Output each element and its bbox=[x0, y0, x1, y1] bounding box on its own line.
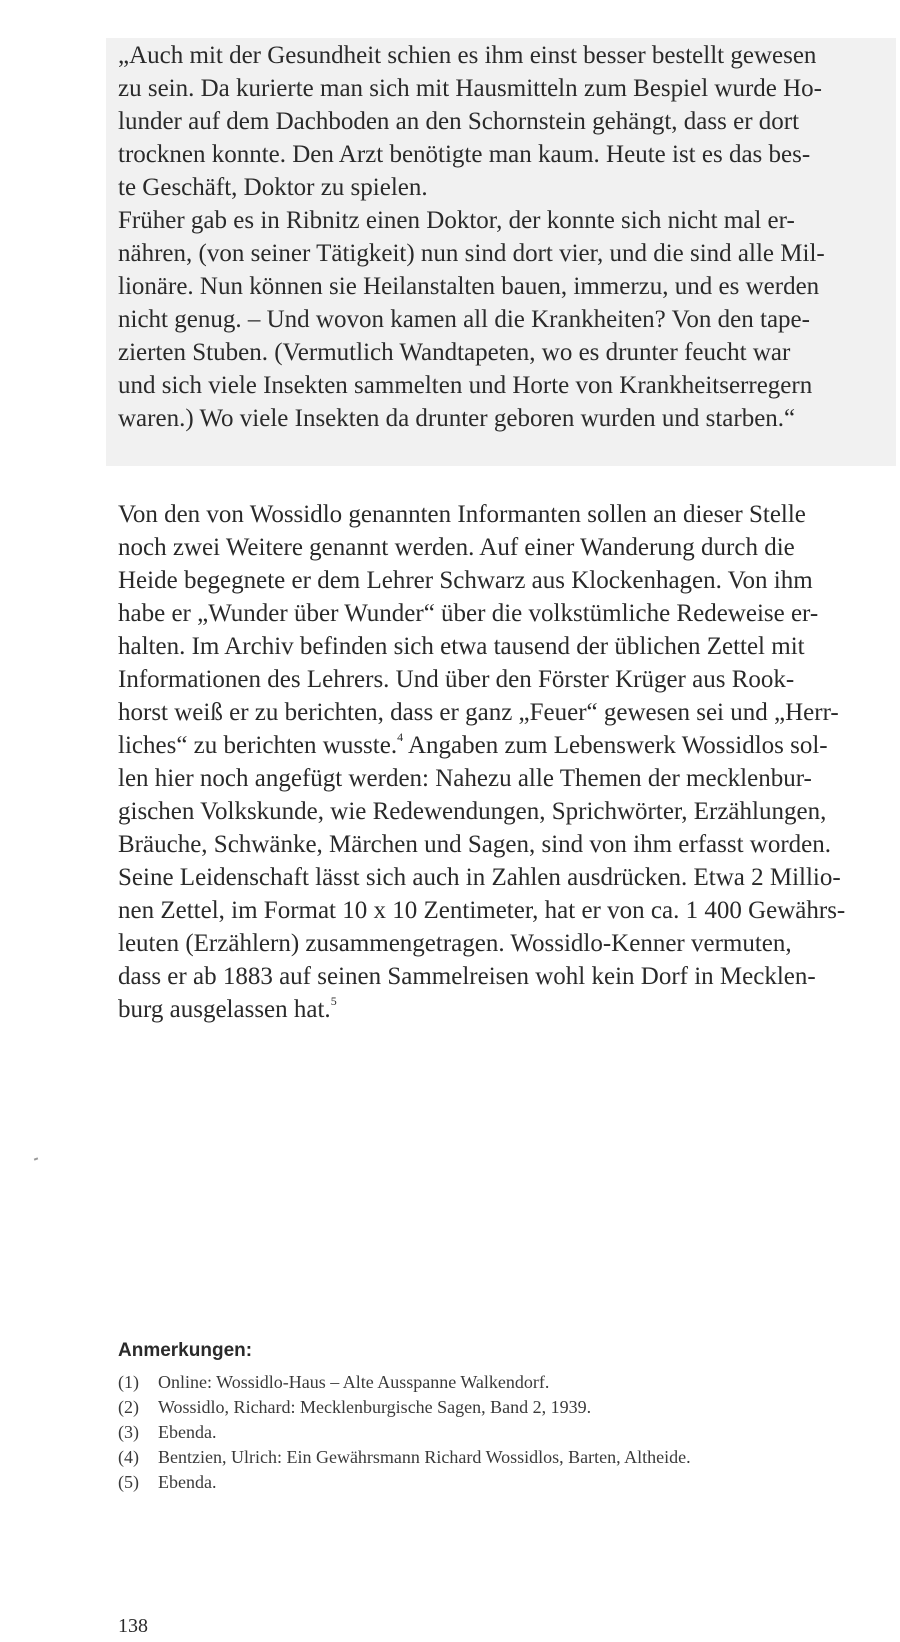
quote-line: zu sein. Da kurierte man sich mit Hausmitteln zum Bespiel wurde Ho- bbox=[118, 75, 822, 102]
quote-line: lunder auf dem Dachboden an den Schornstein gehängt, dass er dort bbox=[118, 108, 800, 135]
scan-speck bbox=[34, 1157, 38, 1160]
quote-line: lionäre. Nun können sie Heilanstalten bauen, immerzu, und es werden bbox=[118, 273, 820, 300]
note-text: Online: Wossidlo-Haus – Alte Ausspanne Walkendorf. bbox=[158, 1372, 550, 1392]
note-item bbox=[118, 1422, 216, 1443]
quote-line: und sich viele Insekten sammelten und Horte von Krankheitserregern bbox=[118, 372, 813, 399]
body-line: noch zwei Weitere genannt werden. Auf einer Wanderung durch die bbox=[118, 534, 795, 561]
note-number: (3) bbox=[118, 1422, 139, 1442]
quote-line: nähren, (von seiner Tätigkeit) nun sind dort vier, und die sind alle Mil- bbox=[118, 240, 825, 267]
quote-line: waren.) Wo viele Insekten da drunter geboren wurden und starben.“ bbox=[118, 405, 796, 432]
body-line: Heide begegnete er dem Lehrer Schwarz aus Klockenhagen. Von ihm bbox=[118, 567, 813, 594]
body-line: Bräuche, Schwänke, Märchen und Sagen, sind von ihm erfasst worden. bbox=[118, 831, 832, 858]
body-line-part: Angaben zum Lebenswerk Wossidlos sol- bbox=[407, 732, 828, 759]
quote-line: trocknen konnte. Den Arzt benötigte man kaum. Heute ist es das bes- bbox=[118, 141, 811, 168]
note-number: (5) bbox=[118, 1472, 139, 1492]
note-item bbox=[118, 1397, 591, 1418]
quote-line: nicht genug. – Und wovon kamen all die Krankheiten? Von den tape- bbox=[118, 306, 810, 333]
note-number: (4) bbox=[118, 1447, 139, 1467]
body-line: Von den von Wossidlo genannten Informanten sollen an dieser Stelle bbox=[118, 501, 806, 528]
body-line: gischen Volkskunde, wie Redewendungen, Sprichwörter, Erzählungen, bbox=[118, 798, 827, 825]
quote-line: zierten Stuben. (Vermutlich Wandtapeten, wo es drunter feucht war bbox=[118, 339, 791, 366]
note-number: (2) bbox=[118, 1397, 139, 1417]
body-line: nen Zettel, im Format 10 x 10 Zentimeter, hat er von ca. 1 400 Gewährs- bbox=[118, 897, 846, 924]
body-line: Seine Leidenschaft lässt sich auch in Zahlen ausdrücken. Etwa 2 Millio- bbox=[118, 864, 841, 891]
footnote-ref-5: 5 bbox=[330, 994, 337, 1008]
notes-heading: Anmerkungen: bbox=[118, 1340, 253, 1361]
page-number: 138 bbox=[118, 1615, 148, 1637]
body-line: horst weiß er zu berichten, dass er ganz „Feuer“ gewesen sei und „Herr- bbox=[118, 699, 839, 726]
body-line: habe er „Wunder über Wunder“ über die volkstümliche Redeweise er- bbox=[118, 600, 819, 627]
quote-line: te Geschäft, Doktor zu spielen. bbox=[118, 174, 428, 201]
quote-line: Früher gab es in Ribnitz einen Doktor, der konnte sich nicht mal er- bbox=[118, 207, 795, 234]
body-line-part: liches“ zu berichten wusste. bbox=[118, 732, 398, 759]
body-line: Informationen des Lehrers. Und über den Förster Krüger aus Rook- bbox=[118, 666, 795, 693]
note-text: Ebenda. bbox=[158, 1472, 217, 1492]
note-text: Wossidlo, Richard: Mecklenburgische Sagen, Band 2, 1939. bbox=[158, 1397, 592, 1417]
note-number: (1) bbox=[118, 1372, 139, 1392]
body-line: len hier noch angefügt werden: Nahezu alle Themen der mecklenbur- bbox=[118, 765, 812, 792]
note-item bbox=[118, 1372, 549, 1393]
note-item bbox=[118, 1472, 216, 1493]
body-line-with-footnote-5 bbox=[118, 994, 337, 1023]
quote-line: „Auch mit der Gesundheit schien es ihm einst besser bestellt gewesen bbox=[118, 42, 817, 69]
body-line: halten. Im Archiv befinden sich etwa tausend der üblichen Zettel mit bbox=[118, 633, 805, 660]
body-line-part: burg ausgelassen hat. bbox=[118, 996, 331, 1023]
body-line: dass er ab 1883 auf seinen Sammelreisen wohl kein Dorf in Mecklen- bbox=[118, 963, 816, 990]
footnote-ref-4: 4 bbox=[397, 730, 404, 744]
note-item bbox=[118, 1447, 691, 1468]
body-line: leuten (Erzählern) zusammengetragen. Wossidlo-Kenner vermuten, bbox=[118, 930, 792, 957]
body-line-with-footnote-4 bbox=[118, 730, 828, 759]
note-text: Ebenda. bbox=[158, 1422, 217, 1442]
note-text: Bentzien, Ulrich: Ein Gewährsmann Richard Wossidlos, Barten, Altheide. bbox=[158, 1447, 691, 1467]
